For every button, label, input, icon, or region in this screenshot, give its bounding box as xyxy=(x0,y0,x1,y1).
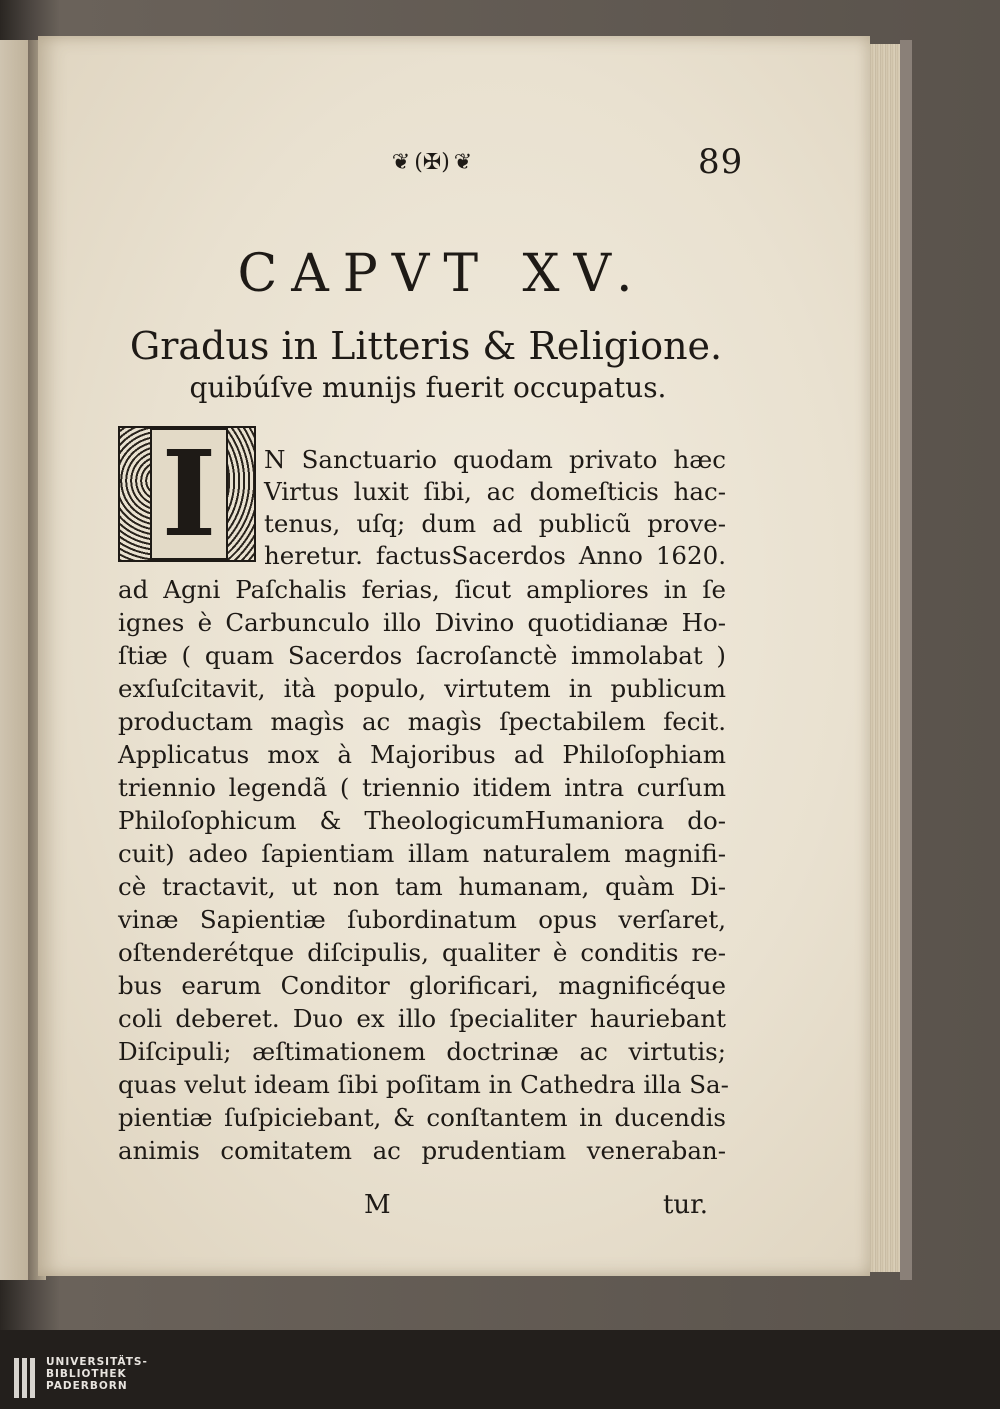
body-line: pientiæ ſuſpiciebant, & conſtantem in ducendis xyxy=(118,1103,726,1132)
body-line: exſuſcitavit, ità populo, virtutem in publicum xyxy=(118,674,726,703)
body-line: tenus, uſq; dum ad publicũ prove- xyxy=(264,509,726,538)
library-logo-line: PADERBORN xyxy=(46,1380,128,1392)
body-line: bus earum Conditor glorificari, magnificéque xyxy=(118,971,726,1000)
chapter-subtitle-2: quibúſve munijs fuerit occupatus. xyxy=(189,371,667,404)
body-line: productam magìs ac magìs ſpectabilem fecit. xyxy=(118,707,726,736)
body-line: N Sanctuario quodam privato hæc xyxy=(264,445,726,474)
body-line: Philoſophicum & TheologicumHumaniora do- xyxy=(118,806,726,835)
body-line: ſtiæ ( quam Sacerdos ſacroſanctè immolabat ) xyxy=(118,641,726,670)
body-line: ignes è Carbunculo illo Divino quotidianæ Ho- xyxy=(118,608,726,637)
body-line: cè tractavit, ut non tam humanam, quàm Di- xyxy=(118,872,726,901)
fleuron-right-icon: ❦ xyxy=(453,150,473,175)
chapter-subtitle: Gradus in Litteris & Religione. xyxy=(129,324,723,368)
header-ornament xyxy=(374,146,490,180)
body-line: triennio legendã ( triennio itidem intra curſum xyxy=(118,773,726,802)
library-logo xyxy=(46,1356,148,1392)
body-line: oſtenderétque diſcipulis, qualiter è conditis re- xyxy=(118,938,726,967)
library-logo-line: BIBLIOTHEK xyxy=(46,1368,127,1380)
chapter-title: CAPVT XV. xyxy=(237,244,647,304)
body-line: heretur. factusSacerdos Anno 1620. xyxy=(264,541,726,570)
fleuron-left-icon: ❦ xyxy=(391,150,411,175)
cover-edge xyxy=(900,40,912,1280)
body-line: quas velut ideam ſibi poſitam in Cathedra illa Sa- xyxy=(118,1070,729,1099)
body-line: animis comitatem ac prudentiam veneraban- xyxy=(118,1136,726,1165)
body-line: cuit) adeo ſapientiam illam naturalem magnifi- xyxy=(118,839,726,868)
catchword: tur. xyxy=(662,1190,708,1220)
body-line: ad Agni Paſchalis ferias, ſicut ampliores in ſe xyxy=(118,575,726,604)
library-logo-line: UNIVERSITÄTS- xyxy=(46,1356,148,1368)
body-line: Diſcipuli; æſtimationem doctrinæ ac virtutis; xyxy=(118,1037,726,1066)
cross-ornament-icon: (✠) xyxy=(414,150,450,175)
initial-letter: I xyxy=(150,428,228,560)
body-line: coli deberet. Duo ex illo ſpecialiter hauriebant xyxy=(118,1004,726,1033)
book-page xyxy=(38,36,870,1276)
signature-mark: M xyxy=(364,1190,391,1220)
body-line: vinæ Sapientiæ ſubordinatum opus verſaret, xyxy=(118,905,726,934)
page-footer xyxy=(118,1190,738,1226)
page-number: 89 xyxy=(698,142,744,182)
body-line: Applicatus mox à Majoribus ad Philoſophiam xyxy=(118,740,726,769)
library-logo-icon xyxy=(14,1358,36,1398)
footer-bar xyxy=(0,1330,1000,1409)
text-block xyxy=(118,36,744,1276)
body-line: Virtus luxit ſibi, ac domeſticis hac- xyxy=(264,477,726,506)
running-header xyxy=(118,142,744,198)
decorated-initial xyxy=(118,426,256,562)
